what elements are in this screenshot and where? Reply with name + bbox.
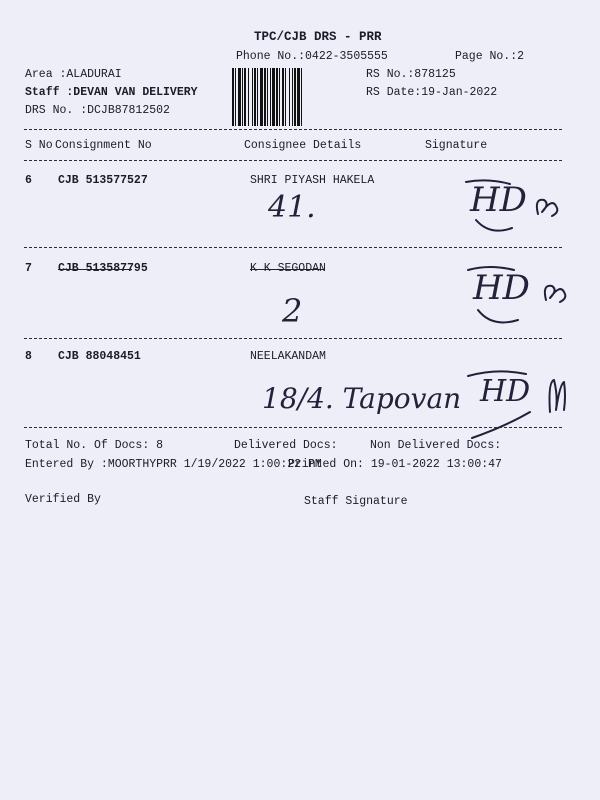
col-header-sno: S No xyxy=(25,139,53,152)
col-header-signature: Signature xyxy=(425,139,488,152)
barcode-bar xyxy=(260,68,263,126)
barcode-bar xyxy=(254,68,256,126)
divider xyxy=(24,160,562,161)
barcode-bar xyxy=(292,68,293,126)
col-header-consignee: Consignee Details xyxy=(244,139,362,152)
row-sno: 7 xyxy=(25,262,32,275)
barcode-bar xyxy=(238,68,241,126)
barcode-bar xyxy=(272,68,275,126)
barcode-bar xyxy=(279,68,280,126)
barcode-bar xyxy=(276,68,278,126)
barcode-bar xyxy=(297,68,300,126)
delivered-docs: Delivered Docs: xyxy=(234,439,338,452)
barcode-bar xyxy=(235,68,236,126)
entered-by: Entered By :MOORTHYPRR 1/19/2022 1:00:22 PM xyxy=(25,458,322,471)
strikethrough-line xyxy=(250,269,324,270)
barcode-bar xyxy=(301,68,302,126)
row-consignment-no: CJB 513587795 xyxy=(58,262,148,275)
drs-number: DRS No. :DCJB87812502 xyxy=(25,104,170,117)
barcode-bar xyxy=(264,68,266,126)
barcode-bar xyxy=(242,68,243,126)
barcode-bar xyxy=(282,68,284,126)
staff-label: Staff :DEVAN VAN DELIVERY xyxy=(25,86,198,99)
handwritten-signature-hd: HD xyxy=(473,268,530,308)
row-consignment-no: CJB 513577527 xyxy=(58,174,148,187)
area-label: Area :ALADURAI xyxy=(25,68,122,81)
phone-number: Phone No.:0422-3505555 xyxy=(236,50,388,63)
col-header-consignment: Consignment No xyxy=(55,139,152,152)
non-delivered-docs: Non Delivered Docs: xyxy=(370,439,502,452)
row-sno: 8 xyxy=(25,350,32,363)
barcode-bar xyxy=(285,68,286,126)
handwritten-signature-hd: HD xyxy=(480,374,531,409)
handwritten-note: 18/4. Tapovan xyxy=(262,382,462,415)
verified-by: Verified By xyxy=(25,493,101,506)
rs-date: RS Date:19-Jan-2022 xyxy=(366,86,498,99)
handwritten-note: 41. xyxy=(268,190,316,225)
barcode-bar xyxy=(252,68,253,126)
report-title: TPC/CJB DRS - PRR xyxy=(254,30,382,44)
total-docs: Total No. Of Docs: 8 xyxy=(25,439,164,452)
barcode-bar xyxy=(257,68,258,126)
divider xyxy=(24,427,562,428)
row-consignee: SHRI PIYASH HAKELA xyxy=(250,174,375,187)
divider xyxy=(24,247,562,248)
signature-scribble xyxy=(466,360,566,450)
page-number: Page No.:2 xyxy=(455,50,525,63)
row-consignment-no: CJB 88048451 xyxy=(58,350,141,363)
staff-signature: Staff Signature xyxy=(304,495,408,508)
rs-number: RS No.:878125 xyxy=(366,68,456,81)
printed-on: Printed On: 19-01-2022 13:00:47 xyxy=(288,458,502,471)
divider xyxy=(24,129,562,130)
barcode-bar xyxy=(270,68,271,126)
signature-scribble xyxy=(462,176,562,246)
barcode-bar xyxy=(244,68,246,126)
barcode-bar xyxy=(289,68,290,126)
handwritten-note: 2 xyxy=(282,292,303,330)
barcode-bar xyxy=(232,68,234,126)
signature-scribble xyxy=(462,262,562,340)
barcode-bar xyxy=(248,68,249,126)
handwritten-signature-hd: HD xyxy=(470,180,527,220)
barcode xyxy=(232,68,357,126)
divider xyxy=(24,338,562,339)
row-sno: 6 xyxy=(25,174,32,187)
row-consignee: K K SEGODAN xyxy=(250,262,326,275)
row-consignee: NEELAKANDAM xyxy=(250,350,326,363)
barcode-bar xyxy=(294,68,296,126)
barcode-bar xyxy=(267,68,268,126)
strikethrough-line xyxy=(58,269,132,270)
